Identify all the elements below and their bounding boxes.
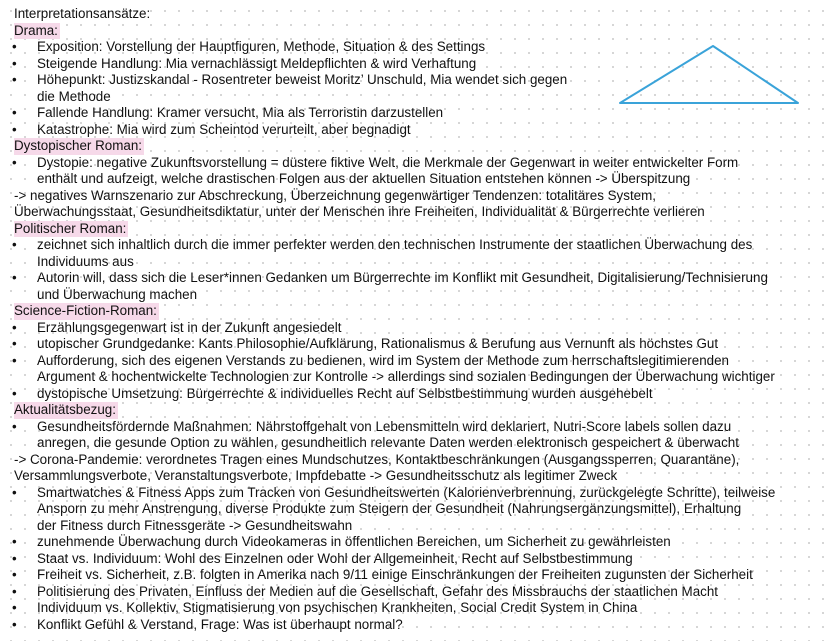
bullet-text: Freiheit vs. Sicherheit, z.B. folgten in Amerika nach 9/11 einige Einschränkungen der Freiheiten zugunsten der Sicherheit	[37, 567, 753, 582]
bullet-item	[14, 485, 822, 502]
section-heading	[14, 138, 822, 155]
bullet-item	[14, 270, 822, 287]
bullet-dot-icon: •	[12, 352, 17, 368]
bullet-item	[14, 336, 822, 353]
triangle-shape	[620, 46, 798, 103]
bullet-item	[14, 353, 822, 370]
bullet-item	[14, 386, 822, 403]
bullet-continuation: Individuums aus	[37, 253, 134, 269]
bullet-item	[14, 155, 822, 172]
bullet-dot-icon: •	[12, 385, 17, 401]
bullet-dot-icon: •	[12, 237, 17, 252]
bullet-continuation: und Überwachung machen	[37, 286, 198, 302]
bullet-text: Politisierung des Privaten, Einfluss der Medien auf die Gesellschaft, Gefahr des Missbrauchs der staatlichen Macht	[37, 583, 719, 599]
text-line: -> Corona-Pandemie: verordnetes Tragen eines Mundschutzes, Kontaktbeschränkungen (Ausgangssperren, Quarantäne),	[14, 451, 740, 467]
bullet-text: zeichnet sich inhaltlich durch die immer perfekter werden den technischen Instrumente der staatlichen Überwachung des	[37, 237, 753, 252]
bullet-text: Individuum vs. Kollektiv, Stigmatisierung von psychischen Krankheiten, Social Credit System in China	[37, 600, 638, 615]
bullet-item	[14, 584, 822, 601]
bullet-text: Fallende Handlung: Kramer versucht, Mia als Terroristin darzustellen	[37, 105, 444, 120]
text-line: Überwachungsstaat, Gesundheitsdiktatur, unter der Menschen ihre Freiheiten, Individualität & Bürgerrechte verlieren	[14, 204, 705, 219]
section-title: Politischer Roman:	[14, 220, 127, 236]
bullet-text: Katastrophe: Mia wird zum Scheintod verurteilt, aber begnadigt	[37, 121, 411, 137]
section-title: Aktualitätsbezug:	[14, 402, 116, 417]
bullet-continuation: die Methode	[37, 88, 111, 104]
bullet-dot-icon: •	[12, 567, 17, 582]
bullet-dot-icon: •	[12, 484, 17, 500]
bullet-dot-icon: •	[12, 600, 17, 615]
bullet-dot-icon: •	[12, 154, 17, 170]
section-title: Science-Fiction-Roman:	[14, 303, 157, 318]
bullet-text: Smartwatches & Fitness Apps zum Tracken von Gesundheitswerten (Kalorienverbrennung, zurückgelegte Schritte), teilweise	[37, 484, 776, 500]
bullet-continuation: der Fitness durch Fitnessgeräte -> Gesundheitswahn	[37, 517, 353, 533]
bullet-dot-icon: •	[12, 72, 17, 87]
triangle-drawing	[618, 44, 802, 108]
bullet-text: utopischer Grundgedanke: Kants Philosophie/Aufklärung, Rationalismus & Berufung aus Vernunft als höchstes Gut	[37, 336, 719, 351]
bullet-text: Steigende Handlung: Mia vernachlässigt Meldepflichten & wird Verhaftung	[37, 55, 477, 71]
sections-container	[14, 23, 822, 634]
bullet-text: Konflikt Gefühl & Verstand, Frage: Was ist überhaupt normal?	[37, 616, 403, 632]
bullet-text: Erzählungsgegenwart ist in der Zukunft angesiedelt	[37, 319, 342, 335]
bullet-text: Gesundheitsfördernde Maßnahmen: Nährstoffgehalt von Lebensmitteln wird deklariert, Nutri-Score labels sollen dazu	[37, 418, 732, 434]
page-heading: Interpretationsansätze:	[14, 6, 151, 21]
bullet-item	[14, 534, 822, 551]
section-title: Dystopischer Roman:	[14, 138, 143, 153]
bullet-dot-icon: •	[12, 270, 17, 285]
bullet-item	[14, 237, 822, 254]
bullet-item	[14, 600, 822, 617]
bullet-text: Autorin will, dass sich die Leser*innen Gedanken um Bürgerrechte im Konflikt mit Gesundheit, Digitalisierung/Technisierung	[37, 270, 768, 285]
bullet-item	[14, 617, 822, 634]
section-heading	[14, 402, 822, 419]
bullet-text: Staat vs. Individuum: Wohl des Einzelnen oder Wohl der Allgemeinheit, Recht auf Selbstbestimmung	[37, 550, 633, 566]
bullet-dot-icon: •	[12, 55, 17, 71]
section-heading	[14, 23, 822, 40]
section-heading	[14, 303, 822, 320]
bullet-continuation: anregen, die gesunde Option zu wählen, gesundheitlich relevante Daten werden elektronisch gespeichert & überwacht	[37, 435, 739, 450]
bullet-item	[14, 419, 822, 436]
bullet-dot-icon: •	[12, 319, 17, 335]
text-line: -> negatives Warnszenario zur Abschreckung, Überzeichnung gegenwärtiger Tendenzen: totalitäres System,	[14, 187, 656, 203]
text-line: Versammlungsverbote, Veranstaltungsverbote, Impfdebatte -> Gesundheitsschutz als legitimer Zweck	[14, 468, 618, 483]
bullet-item	[14, 567, 822, 584]
bullet-dot-icon: •	[12, 418, 17, 434]
bullet-text: Aufforderung, sich des eigenen Verstands zu bedienen, wird im System der Methode zum herrschaftslegitimierenden	[37, 352, 729, 368]
bullet-dot-icon: •	[12, 121, 17, 137]
bullet-item	[14, 320, 822, 337]
bullet-dot-icon: •	[12, 616, 17, 632]
bullet-continuation: Ansporn zu mehr Anstrengung, diverse Produkte zum Steigern der Gesundheit (Nahrungsergänzungsmittel), Erhaltung	[37, 501, 742, 516]
bullet-dot-icon: •	[12, 39, 17, 54]
section-heading	[14, 221, 822, 238]
bullet-continuation: Argument & hochentwickelte Technologien zur Kontrolle -> allerdings sind sozialen Bedingungen der Überwachung wichtiger	[37, 369, 775, 384]
bullet-dot-icon: •	[12, 550, 17, 566]
bullet-continuation: enthält und aufzeigt, welche drastischen Folgen aus der aktuellen Situation entstehen können -> Überspitzung	[37, 171, 691, 186]
bullet-text: Exposition: Vorstellung der Hauptfiguren, Methode, Situation & des Settings	[37, 39, 486, 54]
bullet-dot-icon: •	[12, 583, 17, 599]
bullet-dot-icon: •	[12, 534, 17, 549]
bullet-dot-icon: •	[12, 105, 17, 120]
bullet-item	[14, 122, 822, 139]
bullet-text: Höhepunkt: Justizskandal - Rosentreter beweist Moritz’ Unschuld, Mia wendet sich gegen	[37, 72, 568, 87]
bullet-dot-icon: •	[12, 336, 17, 351]
bullet-text: dystopische Umsetzung: Bürgerrechte & individuelles Recht auf Selbstbestimmung wurden ausgehebelt	[37, 385, 653, 401]
bullet-text: zunehmende Überwachung durch Videokameras in öffentlichen Bereichen, um Sicherheit zu gewährleisten	[37, 534, 671, 549]
bullet-item	[14, 551, 822, 568]
section-title: Drama:	[14, 22, 58, 38]
bullet-text: Dystopie: negative Zukunftsvorstellung = düstere fiktive Welt, die Merkmale der Gegenwart in weiter entwickelter Form	[37, 154, 739, 170]
